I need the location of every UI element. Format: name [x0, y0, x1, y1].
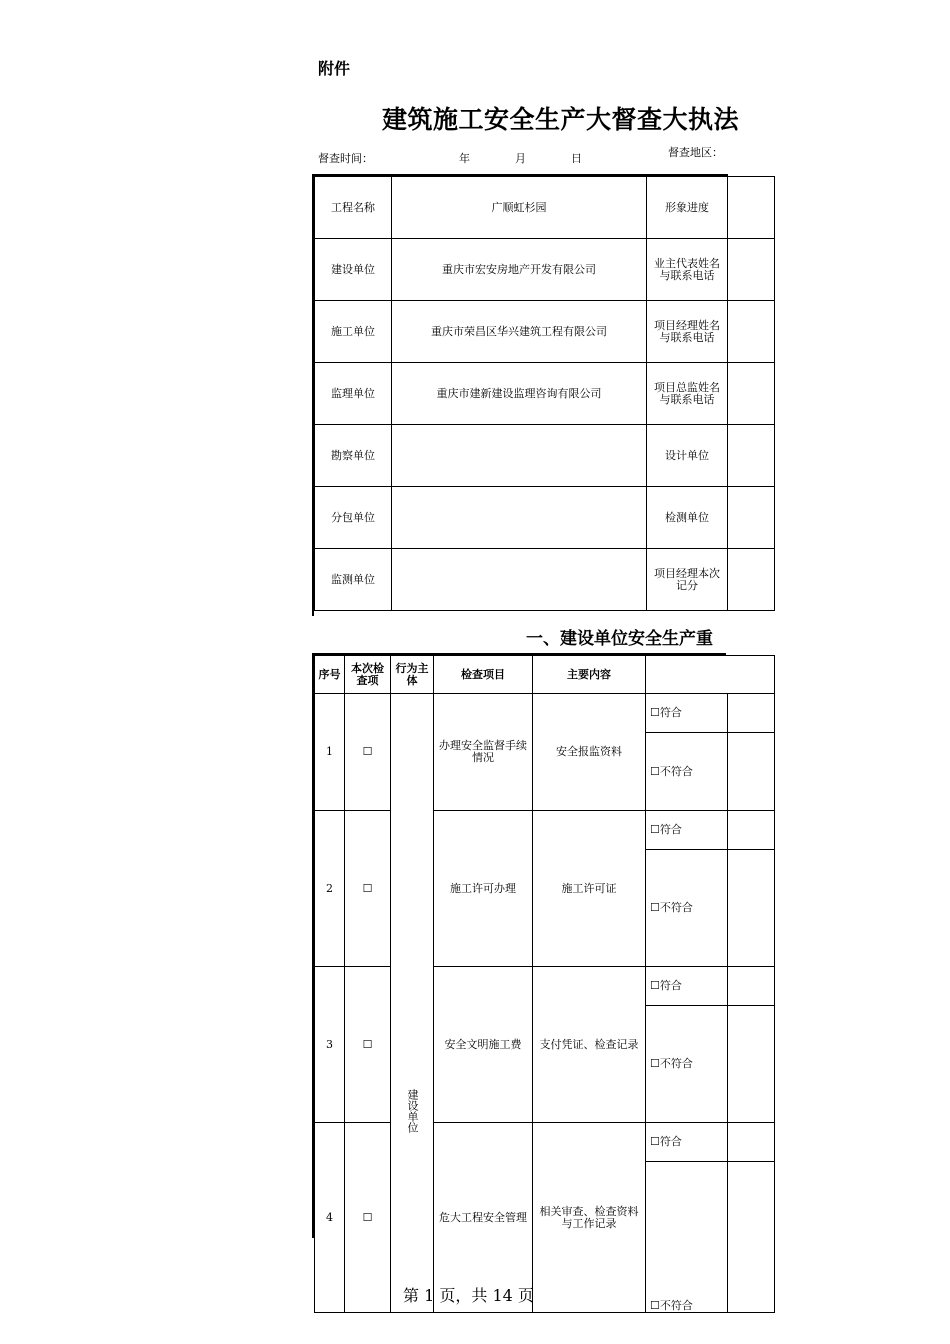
row-right-label: 检测单位 — [647, 487, 728, 549]
table-row — [315, 301, 775, 363]
row-right-label: 设计单位 — [647, 425, 728, 487]
row-right-value — [728, 239, 775, 301]
option-spacer — [728, 1162, 775, 1313]
table-row — [315, 363, 775, 425]
row-right-value — [728, 425, 775, 487]
row-content: 施工许可证 — [533, 811, 646, 967]
table-row — [315, 811, 775, 850]
row-label: 监理单位 — [315, 363, 392, 425]
row-label: 勘察单位 — [315, 425, 392, 487]
table-header-row — [315, 656, 775, 694]
row-content: 支付凭证、检查记录 — [533, 967, 646, 1123]
row-seq: 2 — [315, 811, 345, 967]
header-seq: 序号 — [315, 656, 345, 694]
row-right-value — [728, 301, 775, 363]
row-value: 重庆市荣昌区华兴建筑工程有限公司 — [392, 301, 647, 363]
row-seq: 4 — [315, 1123, 345, 1313]
row-value — [392, 549, 647, 611]
option-spacer — [728, 811, 775, 850]
option-ok[interactable]: ☐符合 — [646, 811, 728, 850]
row-checkbox[interactable]: ☐ — [345, 811, 391, 967]
option-not-ok[interactable]: ☐不符合 — [646, 1162, 728, 1313]
page-title: 建筑施工安全生产大督查大执法 — [382, 105, 740, 134]
row-checkbox[interactable]: ☐ — [345, 694, 391, 811]
actor-cell — [391, 694, 434, 1313]
section-title: 一、建设单位安全生产重 — [526, 629, 713, 649]
table-row — [315, 694, 775, 733]
table-row — [315, 425, 775, 487]
header-actor: 行为主体 — [391, 656, 434, 694]
option-spacer — [728, 733, 775, 811]
row-content: 相关审查、检查资料与工作记录 — [533, 1123, 646, 1313]
row-right-label: 项目总监姓名与联系电话 — [647, 363, 728, 425]
header-item: 检查项目 — [434, 656, 533, 694]
option-not-ok[interactable]: ☐不符合 — [646, 733, 728, 811]
row-right-value — [728, 487, 775, 549]
row-seq: 1 — [315, 694, 345, 811]
row-value: 重庆市宏安房地产开发有限公司 — [392, 239, 647, 301]
row-seq: 3 — [315, 967, 345, 1123]
row-item: 办理安全监督手续情况 — [434, 694, 533, 811]
option-ok[interactable]: ☐符合 — [646, 1123, 728, 1162]
row-item: 施工许可办理 — [434, 811, 533, 967]
table-row — [315, 487, 775, 549]
inspection-area-label: 督查地区： — [668, 146, 723, 159]
option-spacer — [728, 967, 775, 1006]
option-spacer — [728, 1006, 775, 1123]
day-label: 日 — [571, 152, 582, 165]
option-ok[interactable]: ☐符合 — [646, 694, 728, 733]
row-label: 分包单位 — [315, 487, 392, 549]
table-row — [315, 549, 775, 611]
row-right-label: 形象进度 — [647, 177, 728, 239]
attachment-label: 附件 — [318, 59, 351, 78]
row-right-label: 项目经理本次记分 — [647, 549, 728, 611]
row-right-value — [728, 363, 775, 425]
table-row — [315, 239, 775, 301]
header-content: 主要内容 — [533, 656, 646, 694]
row-right-value — [728, 549, 775, 611]
page-footer: 第 1 页，共 14 页 — [403, 1286, 534, 1305]
option-ok[interactable]: ☐符合 — [646, 967, 728, 1006]
month-label: 月 — [515, 152, 526, 165]
table-row — [315, 1123, 775, 1162]
row-label: 监测单位 — [315, 549, 392, 611]
row-value — [392, 487, 647, 549]
row-label: 施工单位 — [315, 301, 392, 363]
option-not-ok[interactable]: ☐不符合 — [646, 1006, 728, 1123]
option-spacer — [728, 850, 775, 967]
option-not-ok[interactable]: ☐不符合 — [646, 850, 728, 967]
table-row — [315, 967, 775, 1006]
row-value: 广顺虹杉园 — [392, 177, 647, 239]
actor-label: 建设单位 — [406, 1089, 419, 1133]
row-right-label: 业主代表姓名与联系电话 — [647, 239, 728, 301]
row-content: 安全报监资料 — [533, 694, 646, 811]
row-label: 建设单位 — [315, 239, 392, 301]
row-item: 安全文明施工费 — [434, 967, 533, 1123]
row-label: 工程名称 — [315, 177, 392, 239]
row-value: 重庆市建新建设监理咨询有限公司 — [392, 363, 647, 425]
header-result — [646, 656, 775, 694]
project-info-table — [312, 174, 728, 616]
row-item: 危大工程安全管理 — [434, 1123, 533, 1313]
row-checkbox[interactable]: ☐ — [345, 967, 391, 1123]
row-value — [392, 425, 647, 487]
table-row — [315, 177, 775, 239]
row-right-label: 项目经理姓名与联系电话 — [647, 301, 728, 363]
option-spacer — [728, 1123, 775, 1162]
option-spacer — [728, 694, 775, 733]
row-checkbox[interactable]: ☐ — [345, 1123, 391, 1313]
row-right-value — [728, 177, 775, 239]
header-this-check: 本次检查项 — [345, 656, 391, 694]
year-label: 年 — [459, 152, 470, 165]
inspection-time-label: 督查时间： — [318, 152, 373, 165]
